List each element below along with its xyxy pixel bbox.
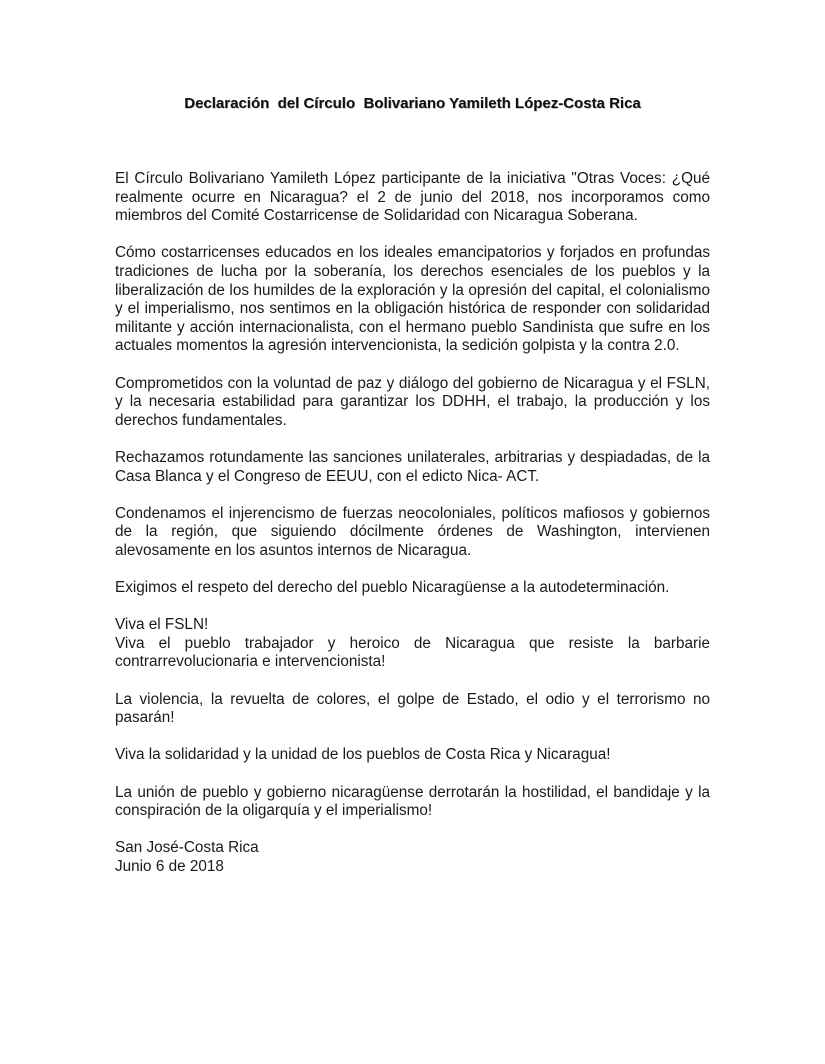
date-line: Junio 6 de 2018 (115, 857, 224, 875)
paragraph-3: Comprometidos con la voluntad de paz y diálogo del gobierno de Nicaragua y el FSLN, y la necesaria estabilidad para garantizar los DDHH, el trabajo, la producción y los derechos fundamentales. (115, 374, 710, 429)
closing-paragraph-2: Viva la solidaridad y la unidad de los pueblos de Costa Rica y Nicaragua! (115, 746, 611, 764)
document-body (115, 170, 710, 877)
document-title: Declaración del Círculo Bolivariano Yamileth López-Costa Rica (184, 95, 641, 112)
viva-fsln-line: Viva el FSLN! (115, 616, 209, 634)
paragraph-6: Exigimos el respeto del derecho del pueblo Nicaragüense a la autodeterminación. (115, 579, 670, 597)
paragraph-4: Rechazamos rotundamente las sanciones unilaterales, arbitrarias y despiadadas, de la Casa Blanca y el Congreso de EEUU, con el edicto Nica- ACT. (115, 448, 710, 485)
paragraph-1: El Círculo Bolivariano Yamileth López participante de la iniciativa "Otras Voces: ¿Qué realmente ocurre en Nicaragua? el 2 de junio del 2018, nos incorporamos como miembros del Comité Costarricense de Solidaridad con Nicaragua Soberana. (115, 170, 710, 225)
viva-block (115, 616, 710, 672)
place-line: San José-Costa Rica (115, 839, 259, 857)
viva-pueblo-line: Viva el pueblo trabajador y heroico de Nicaragua que resiste la barbarie contrarrevolucionaria e intervencionista! (115, 634, 710, 671)
paragraph-5: Condenamos el injerencismo de fuerzas neocoloniales, políticos mafiosos y gobiernos de la región, que siguiendo dócilmente órdenes de Washington, intervienen alevosamente en los asuntos internos de Nicaragua. (115, 504, 710, 559)
signature-block (115, 839, 710, 876)
closing-paragraph-1: La violencia, la revuelta de colores, el golpe de Estado, el odio y el terrorismo no pasarán! (115, 690, 710, 727)
closing-paragraph-3: La unión de pueblo y gobierno nicaragüense derrotarán la hostilidad, el bandidaje y la conspiración de la oligarquía y el imperialismo! (115, 783, 710, 820)
paragraph-2: Cómo costarricenses educados en los ideales emancipatorios y forjados en profundas tradiciones de lucha por la soberanía, los derechos esenciales de los pueblos y la liberalización de los humildes de la exploración y la opresión del capital, el colonialismo y el imperialismo, nos sentimos en la obligación histórica de responder con solidaridad militante y acción internacionalista, con el hermano pueblo Sandinista que sufre en los actuales momentos la agresión intervencionista, la sedición golpista y la contra 2.0. (115, 244, 710, 355)
